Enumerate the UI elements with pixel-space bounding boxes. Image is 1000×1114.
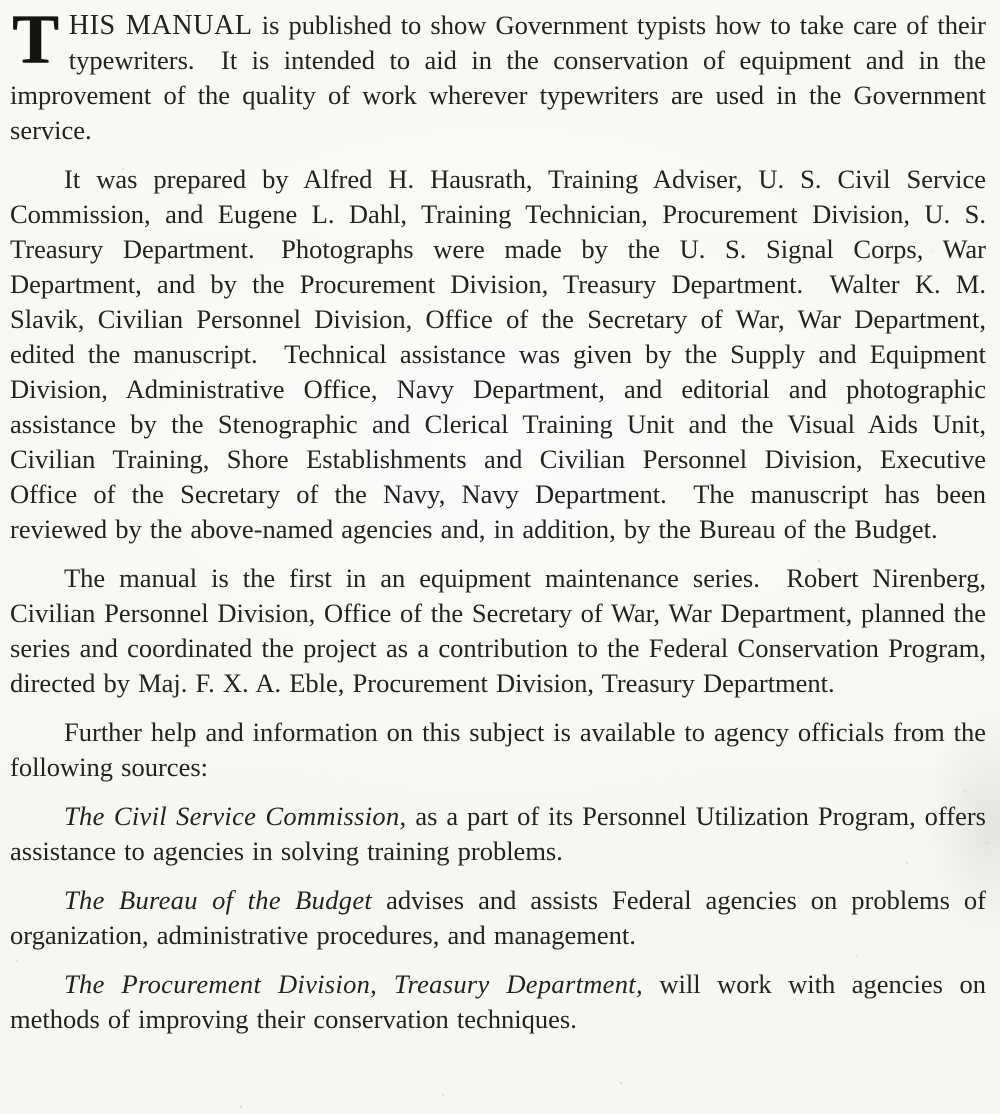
credits-text: It was prepared by Alfred H. Hausrath, Training Adviser, U. S. Civil Service Commission, and Eugene L. Dahl, Training Technician, Procurement Division, U. S. Treasury Department. Photographs were made by the U. S. Signal Corps, War Department, and by the Procurement Division, Treasury Department. Walter K. M. Slavik, Civilian Personnel Division, Office of the Secretary of War, War Department, edited the manuscript. Technical assistance was given by the Supply and Equipment Division, Administrative Office, Navy Department, and editorial and photographic assistance by the Stenographic and Clerical Training Unit and the Visual Aids Unit, Civilian Training, Shore Establishments and Civilian Personnel Division, Executive Office of the Secretary of the Navy, Navy Department. The manuscript has been reviewed by the above-named agencies and, in addition, by the Bureau of the Budget. bbox=[10, 164, 986, 544]
paragraph-source-bureau-budget bbox=[10, 883, 986, 953]
further-help-text: Further help and information on this subject is available to agency officials from the following sources: bbox=[10, 717, 986, 782]
source-bureau-budget-lead: The Bureau of the Budget bbox=[64, 885, 373, 915]
drop-cap-letter: T bbox=[12, 1, 59, 78]
paragraph-source-procurement bbox=[10, 967, 986, 1037]
scan-noise-speckles bbox=[0, 0, 2, 2]
paragraph-intro bbox=[10, 1, 986, 148]
paragraph-further-help bbox=[10, 715, 986, 785]
paragraph-series bbox=[10, 561, 986, 701]
source-procurement-text: will work with agencies on methods of improving their conservation techniques. bbox=[10, 969, 986, 1034]
source-bureau-budget-text: advises and assists Federal agencies on problems of organization, administrative procedures, and management. bbox=[10, 885, 986, 950]
intro-text: is published to show Government typists how to take care of their typewriters. It is intended to aid in the conservation of equipment and in the improvement of the quality of work wherever typewriters are used in the Government service. bbox=[10, 10, 986, 145]
paragraph-source-civil-service bbox=[10, 799, 986, 869]
source-procurement-lead: The Procurement Division, Treasury Department, bbox=[64, 969, 643, 999]
intro-caps-lead: HIS MANUAL bbox=[68, 10, 253, 41]
paragraph-credits bbox=[10, 162, 986, 547]
series-text: The manual is the first in an equipment maintenance series. Robert Nirenberg, Civilian Personnel Division, Office of the Secretary of War, War Department, planned the series and coordinated the project as a contribution to the Federal Conservation Program, directed by Maj. F. X. A. Eble, Procurement Division, Treasury Department. bbox=[10, 563, 986, 698]
source-civil-service-text: as a part of its Personnel Utilization Program, offers assistance to agencies in solving training problems. bbox=[10, 801, 986, 866]
source-civil-service-lead: The Civil Service Commission, bbox=[64, 801, 407, 831]
